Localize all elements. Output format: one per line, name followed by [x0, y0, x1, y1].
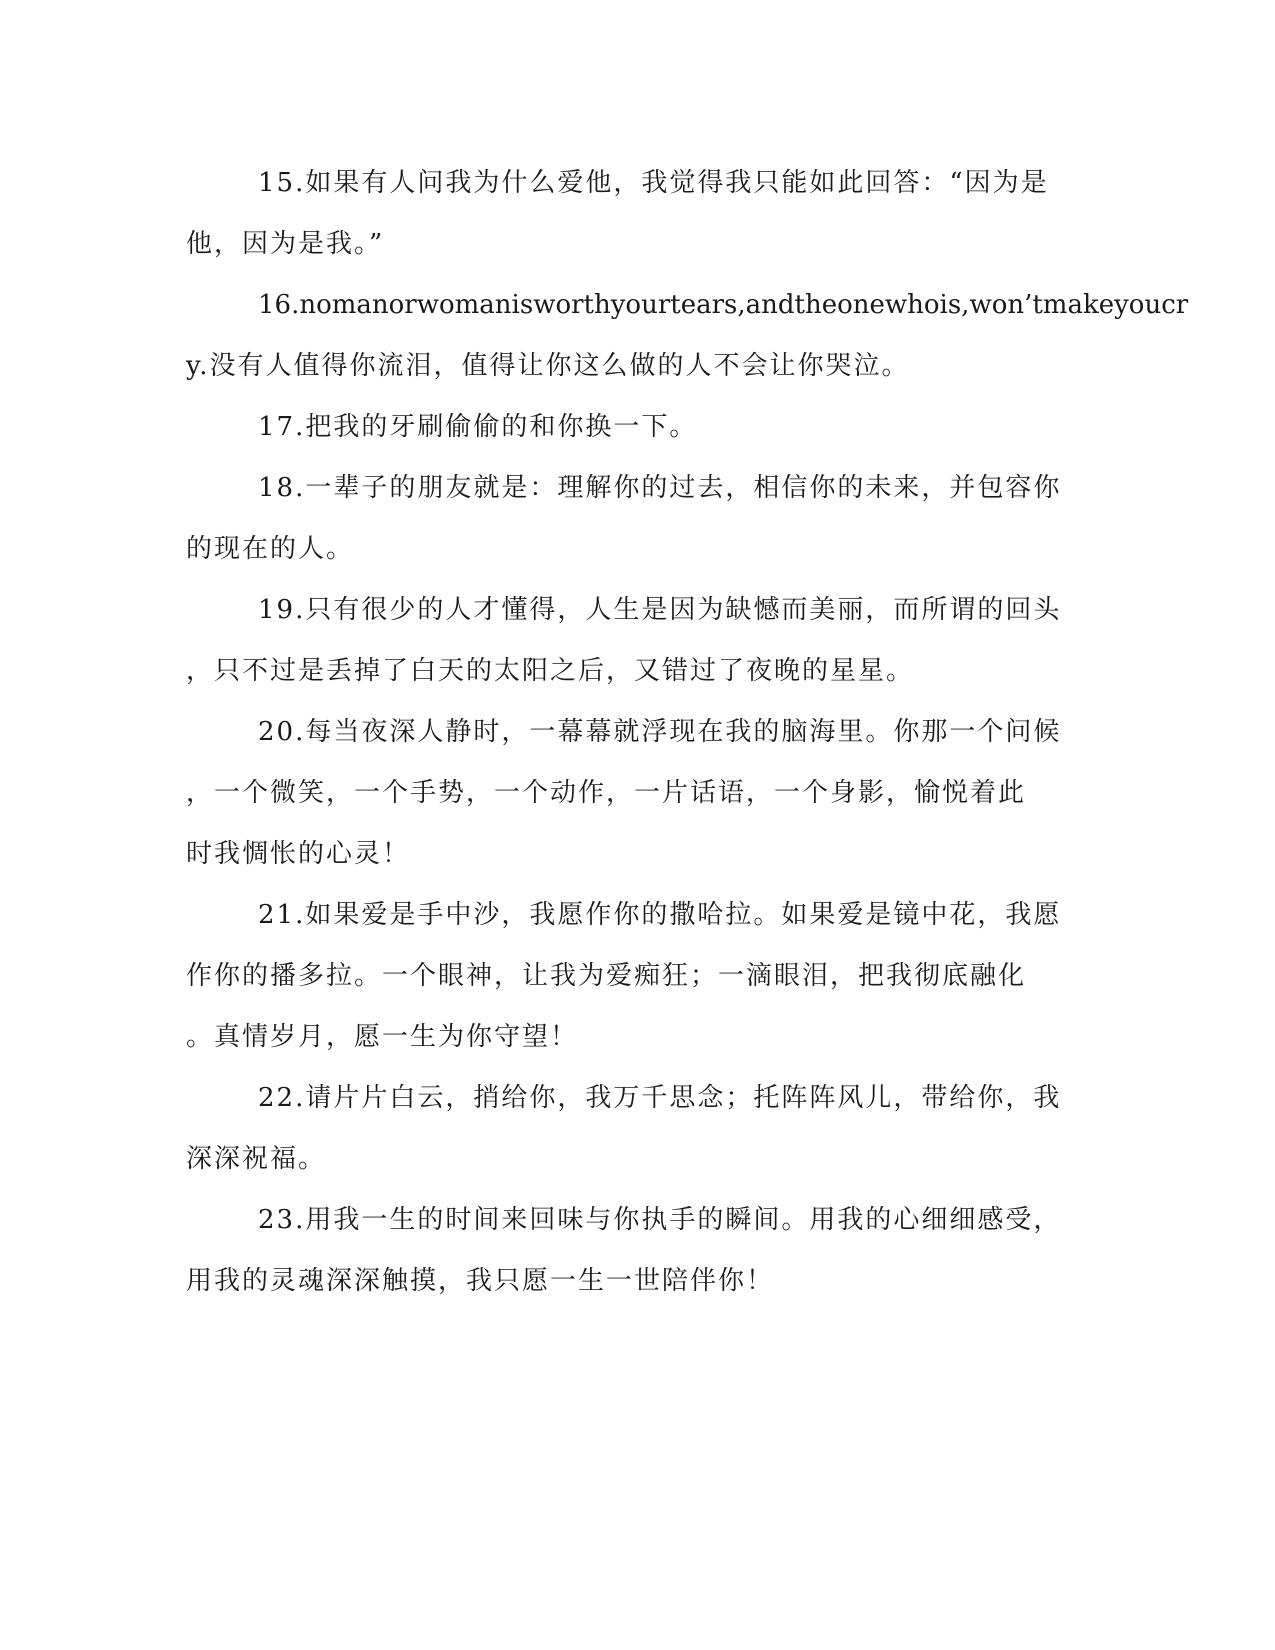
paragraph-line: 深深祝福。 [186, 1144, 327, 1174]
paragraph-line: 21.如果爱是手中沙，我愿作你的撒哈拉。如果爱是镜中花，我愿 [258, 900, 1062, 930]
paragraph-21 [186, 885, 1086, 1068]
paragraph-line: y.没有人值得你流泪，值得让你这么做的人不会让你哭泣。 [186, 351, 910, 381]
paragraph-19 [186, 580, 1086, 702]
paragraph-17 [186, 397, 1086, 458]
paragraph-line: 。真情岁月，愿一生为你守望！ [186, 1022, 579, 1052]
paragraph-18 [186, 458, 1086, 580]
paragraph-line: ，只不过是丢掉了白天的太阳之后，又错过了夜晚的星星。 [186, 656, 915, 686]
paragraph-line: 用我的灵魂深深触摸，我只愿一生一世陪伴你！ [186, 1266, 775, 1296]
paragraph-line: 20.每当夜深人静时，一幕幕就浮现在我的脑海里。你那一个问候 [258, 717, 1062, 747]
paragraph-line: ，一个微笑，一个手势，一个动作，一片话语，一个身影，愉悦着此 [186, 778, 1027, 808]
paragraph-23 [186, 1190, 1086, 1312]
paragraph-line: 15.如果有人问我为什么爱他，我觉得我只能如此回答：“因为是 [258, 168, 1049, 198]
paragraph-line: 他，因为是我。” [186, 229, 385, 259]
paragraph-line: 的现在的人。 [186, 534, 355, 564]
paragraph-line: 23.用我一生的时间来回味与你执手的瞬间。用我的心细细感受， [258, 1205, 1062, 1235]
paragraph-20 [186, 702, 1086, 885]
document-body [186, 153, 1189, 1312]
paragraph-line: 22.请片片白云，捎给你，我万千思念；托阵阵风儿，带给你，我 [258, 1083, 1062, 1113]
paragraph-line: 18.一辈子的朋友就是：理解你的过去，相信你的未来，并包容你 [258, 473, 1062, 503]
paragraph-line: 19.只有很少的人才懂得，人生是因为缺憾而美丽，而所谓的回头 [258, 595, 1062, 625]
paragraph-16 [186, 275, 1189, 397]
paragraph-line: 17.把我的牙刷偷偷的和你换一下。 [258, 412, 698, 442]
paragraph-line: 时我惆怅的心灵！ [186, 839, 411, 869]
paragraph-22 [186, 1068, 1086, 1190]
paragraph-15 [186, 153, 1086, 275]
paragraph-line: 作你的播多拉。一个眼神，让我为爱痴狂；一滴眼泪，把我彻底融化 [186, 961, 1027, 991]
paragraph-line: 16.nomanorwomanisworthyourtears,andtheonewhois,won’tmakeyoucr [258, 290, 1189, 320]
